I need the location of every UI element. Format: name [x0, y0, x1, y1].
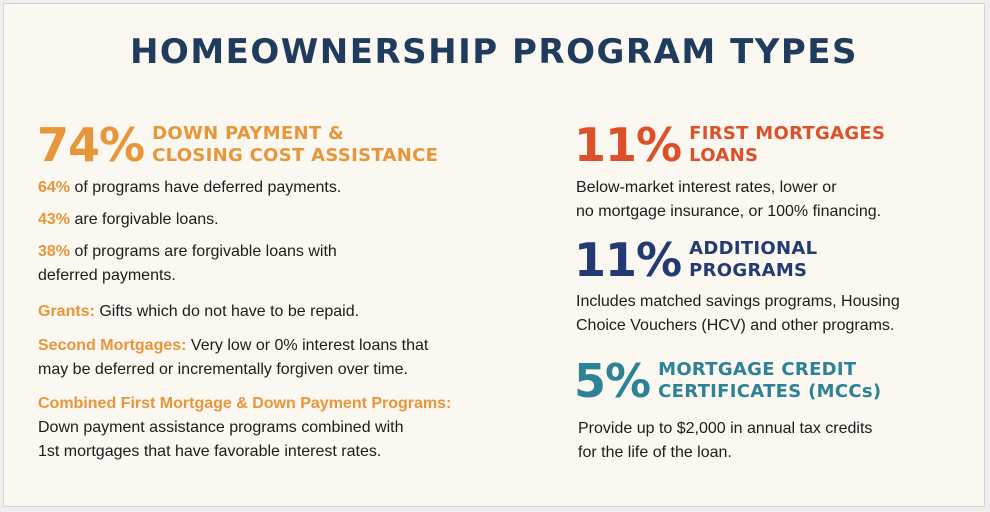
stat-heading: DOWN PAYMENT & CLOSING COST ASSISTANCE: [152, 123, 439, 166]
list-item: 64% of programs have deferred payments.: [38, 179, 342, 196]
stat-additional-programs: [574, 233, 818, 287]
list-item: Grants: Gifts which do not have to be repaid.: [38, 303, 360, 320]
stat-description: Provide up to $2,000 in annual tax credits for the life of the loan.: [578, 420, 873, 461]
stat-mortgage-credit-certificates: [574, 354, 882, 408]
stat-description: Includes matched savings programs, Housing Choice Vouchers (HCV) and other programs.: [576, 293, 900, 334]
stat-percentage: 5%: [574, 354, 651, 408]
stat-heading: ADDITIONAL PROGRAMS: [689, 238, 818, 281]
list-item: Second Mortgages: Very low or 0% interest loans that may be deferred or incrementally forgiven over time.: [38, 337, 429, 378]
list-item: Combined First Mortgage & Down Payment Programs: Down payment assistance programs combined with 1st mortgages that have favorable interest rates.: [38, 395, 452, 460]
stat-description: Below-market interest rates, lower or no mortgage insurance, or 100% financing.: [576, 179, 882, 220]
stat-heading: MORTGAGE CREDIT CERTIFICATES (MCCs): [658, 359, 882, 402]
stat-first-mortgages: [574, 118, 886, 172]
list-item: 43% are forgivable loans.: [38, 211, 219, 228]
stat-down-payment: [37, 118, 439, 172]
stat-percentage: 11%: [574, 233, 682, 287]
list-item: 38% of programs are forgivable loans with deferred payments.: [38, 243, 337, 284]
stat-heading: FIRST MORTGAGES LOANS: [689, 123, 886, 166]
infographic-card: [3, 3, 985, 507]
stat-percentage: 74%: [37, 118, 145, 172]
page-title: HOMEOWNERSHIP PROGRAM TYPES: [129, 32, 859, 72]
stat-percentage: 11%: [574, 118, 682, 172]
